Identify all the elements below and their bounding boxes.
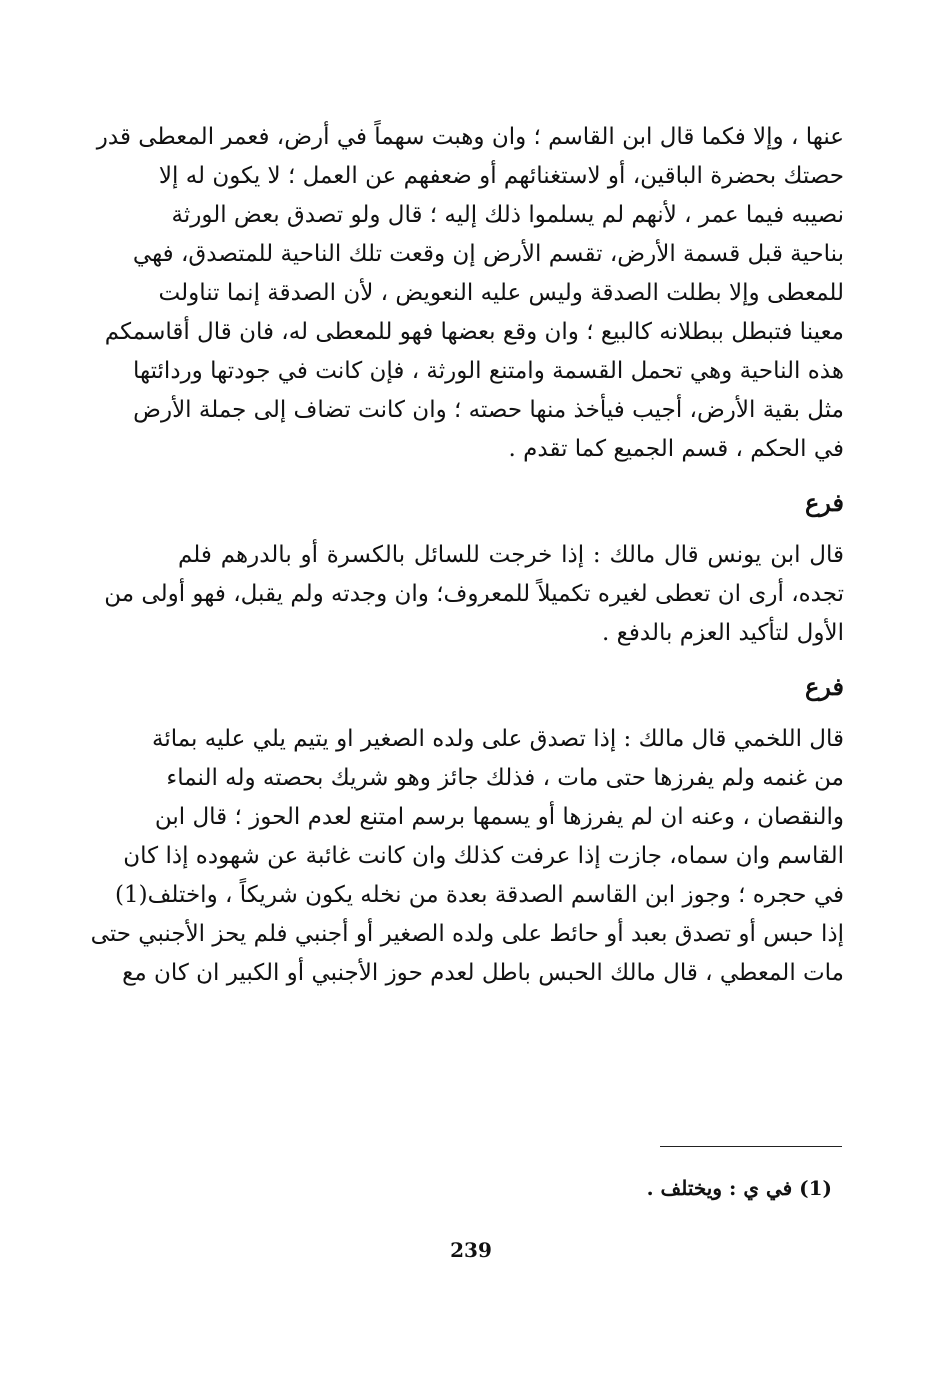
text-line: والنقصان ، وعنه ان لم يفرزها أو يسمها برسم امتنع لعدم الحوز ؛ قال ابن — [154, 804, 844, 830]
text-line: حصتك بحضرة الباقين، أو لاستغنائهم أو ضعفهم عن العمل ؛ لا يكون له إلا — [158, 163, 844, 189]
text-line: تجده، أرى ان تعطى لغيره تكميلاً للمعروف؛ وان وجدته ولم يقبل، فهو أولى من — [104, 581, 844, 607]
page-body — [90, 118, 844, 993]
text-line: القاسم وان سماه، جازت إذا عرفت كذلك وان كانت غائبة عن شهوده إذا كان — [123, 843, 844, 869]
text-line: معينا فتبطل ببطلانه كالبيع ؛ وان وقع بعضها فهو للمعطى له، فان قال أقاسمكم — [104, 319, 844, 345]
text-line: في حجره ؛ وجوز ابن القاسم الصدقة بعدة من نخله يكون شريكاً ، واختلف(1) — [115, 882, 844, 908]
text-line: مات المعطي ، قال مالك الحبس باطل لعدم حوز الأجنبي أو الكبير ان كان مع — [122, 960, 844, 986]
section-heading: فرع — [804, 488, 844, 517]
paragraph-3 — [90, 720, 844, 993]
paragraph-2 — [104, 536, 844, 653]
text-line: من غنمه ولم يفرزها حتى مات ، فذلك جائز وهو شريك بحصته وله النماء — [166, 765, 844, 791]
text-line: مثل بقية الأرض، أجيب فيأخذ منها حصته ؛ وان كانت تضاف إلى جملة الأرض — [133, 397, 844, 423]
footnote: (1) في ي : ويختلف . — [646, 1176, 832, 1200]
text-line: الأول لتأكيد العزم بالدفع . — [602, 620, 844, 646]
paragraph-1 — [96, 118, 844, 469]
page-number: 239 — [450, 1238, 492, 1262]
text-line: في الحكم ، قسم الجميع كما تقدم . — [508, 436, 844, 462]
text-line: هذه الناحية وهي تحمل القسمة وامتنع الورثة ، فإن كانت في جودتها وردائتها — [132, 358, 844, 384]
text-line: نصيبه فيما عمر ، لأنهم لم يسلموا ذلك إليه ؛ قال ولو تصدق بعض الورثة — [171, 202, 844, 228]
section-heading: فرع — [804, 672, 844, 701]
text-line: للمعطى وإلا بطلت الصدقة وليس عليه النعويض ، لأن الصدقة إنما تناولت — [158, 280, 844, 306]
text-line: قال اللخمي قال مالك : إذا تصدق على ولده الصغير او يتيم يلي عليه بمائة — [152, 726, 844, 752]
text-line: قال ابن يونس قال مالك : إذا خرجت للسائل بالكسرة أو بالدرهم فلم — [178, 542, 844, 568]
text-line: عنها ، وإلا فكما قال ابن القاسم ؛ وان وهبت سهماً في أرض، فعمر المعطى قدر — [96, 124, 844, 150]
text-line: إذا حبس أو تصدق بعبد أو حائط على ولده الصغير أو أجنبي فلم يحز الأجنبي حتى — [90, 921, 844, 947]
text-line: بناحية قبل قسمة الأرض، تقسم الأرض إن وقعت تلك الناحية للمتصدق، فهي — [132, 241, 844, 267]
footnote-divider — [660, 1146, 842, 1147]
